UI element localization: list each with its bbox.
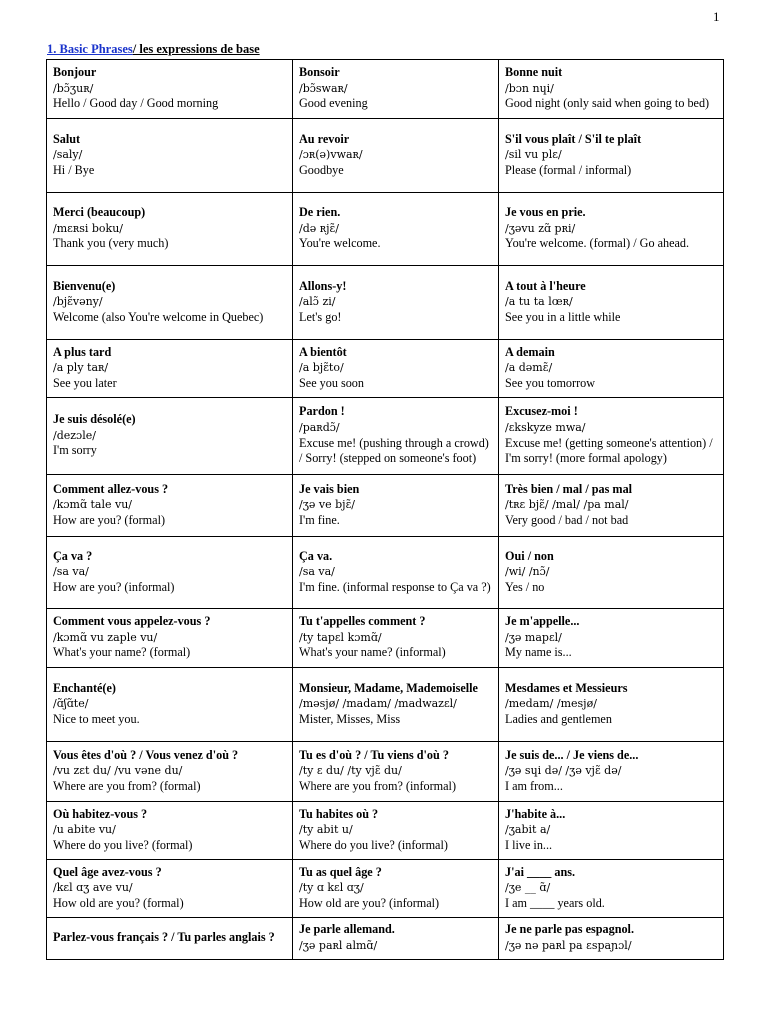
- pronunciation-text: /məsjø/ /madam/ /madwazɛl/: [299, 697, 457, 711]
- translation-text: I am ____ years old.: [505, 895, 605, 910]
- translation-text: Excuse me! (pushing through a crowd) / Sorry! (stepped on someone's foot): [299, 435, 489, 466]
- phrase-cell: [499, 668, 724, 742]
- pronunciation-text: /sa va/: [299, 565, 335, 579]
- pronunciation-text: /vu zɛt du/ /vu vəne du/: [53, 764, 183, 778]
- table-row: [47, 742, 724, 802]
- phrase-cell: [293, 742, 499, 802]
- phrase-cell: [499, 398, 724, 475]
- phrase-text: Où habitez-vous ?: [53, 806, 148, 821]
- table-row: [47, 193, 724, 266]
- phrase-cell: [47, 742, 293, 802]
- phrase-cell: [499, 537, 724, 609]
- phrase-text: Bonsoir: [299, 65, 340, 80]
- translation-text: Where are you from? (formal): [53, 778, 201, 793]
- phrase-cell: [47, 475, 293, 537]
- phrase-text: Bienvenu(e): [53, 278, 116, 293]
- pronunciation-text: /də ʀjɛ̃/: [299, 221, 339, 235]
- pronunciation-text: /kɔmɑ̃ vu zaple vu/: [53, 630, 158, 644]
- phrase-text: Parlez-vous français ? / Tu parles anglais ?: [53, 930, 275, 945]
- pronunciation-text: /kɛl ɑʒ ave vu/: [53, 881, 133, 895]
- phrase-cell: [293, 266, 499, 340]
- phrase-cell: [499, 860, 724, 918]
- phrase-text: Je ne parle pas espagnol.: [505, 922, 634, 937]
- table-row: [47, 398, 724, 475]
- phrase-text: Ça va.: [299, 548, 333, 563]
- phrase-text: Pardon !: [299, 404, 345, 419]
- phrase-text: Comment allez-vous ?: [53, 481, 169, 496]
- table-row: [47, 802, 724, 860]
- translation-text: You're welcome.: [299, 236, 381, 251]
- pronunciation-text: /sil vu plɛ/: [505, 148, 562, 162]
- table-row: [47, 60, 724, 119]
- translation-text: How old are you? (informal): [299, 895, 440, 910]
- pronunciation-text: /saly/: [53, 148, 83, 162]
- translation-text: Ladies and gentlemen: [505, 711, 612, 726]
- table-row: [47, 119, 724, 193]
- phrase-text: Enchanté(e): [53, 680, 116, 695]
- phrase-table-body: [47, 60, 724, 960]
- phrase-text: Vous êtes d'où ? / Vous venez d'où ?: [53, 747, 239, 762]
- pronunciation-text: /ʒə sɥi də/ /ʒə vjɛ̃ də/: [505, 764, 622, 778]
- phrase-cell: [47, 340, 293, 398]
- translation-text: Hello / Good day / Good morning: [53, 96, 219, 111]
- pronunciation-text: /bɔn nɥi/: [505, 81, 554, 95]
- phrase-cell: [293, 119, 499, 193]
- translation-text: Thank you (very much): [53, 236, 169, 251]
- translation-text: Let's go!: [299, 309, 342, 324]
- translation-text: I am from...: [505, 778, 563, 793]
- translation-text: How are you? (formal): [53, 512, 166, 527]
- translation-text: Please (formal / informal): [505, 162, 632, 177]
- translation-text: I'm sorry: [53, 443, 97, 458]
- phrase-text: Monsieur, Madame, Mademoiselle: [299, 680, 478, 695]
- phrase-text: Salut: [53, 131, 81, 146]
- phrase-cell: [47, 860, 293, 918]
- pronunciation-text: /dezɔle/: [53, 428, 96, 442]
- section-title: [47, 42, 260, 57]
- phrase-cell: [293, 537, 499, 609]
- pronunciation-text: /paʀdɔ̃/: [299, 420, 340, 434]
- phrase-text: Oui / non: [505, 548, 554, 563]
- phrase-text: A demain: [505, 344, 555, 359]
- translation-text: See you later: [53, 375, 117, 390]
- phrase-text: Tu es d'où ? / Tu viens d'où ?: [299, 747, 449, 762]
- pronunciation-text: /u abite vu/: [53, 823, 116, 837]
- pronunciation-text: /ɑ̃ʃɑ̃te/: [53, 697, 89, 711]
- phrase-text: De rien.: [299, 205, 341, 220]
- phrase-cell: [293, 60, 499, 119]
- translation-text: See you tomorrow: [505, 375, 596, 390]
- table-row: [47, 668, 724, 742]
- phrase-text: A bientôt: [299, 344, 347, 359]
- phrase-text: Comment vous appelez-vous ?: [53, 614, 211, 629]
- phrase-cell: [293, 609, 499, 668]
- phrase-cell: [293, 802, 499, 860]
- phrase-text: Bonjour: [53, 65, 97, 80]
- pronunciation-text: /bjɛ̃vəny/: [53, 295, 103, 309]
- section-title-subtitle: / les expressions de base: [132, 42, 260, 56]
- phrase-cell: [47, 609, 293, 668]
- pronunciation-text: /ʒə mapɛl/: [505, 630, 562, 644]
- phrase-cell: [293, 918, 499, 960]
- phrase-cell: [47, 266, 293, 340]
- phrase-cell: [499, 802, 724, 860]
- phrase-text: Ça va ?: [53, 548, 93, 563]
- phrase-text: Mesdames et Messieurs: [505, 680, 628, 695]
- phrase-text: Tu t'appelles comment ?: [299, 614, 426, 629]
- phrase-cell: [47, 802, 293, 860]
- phrase-text: Je vais bien: [299, 481, 360, 496]
- pronunciation-text: /alɔ̃ zi/: [299, 295, 336, 309]
- translation-text: Good night (only said when going to bed): [505, 96, 710, 111]
- pronunciation-text: /ty abit u/: [299, 823, 353, 837]
- phrase-cell: [47, 668, 293, 742]
- phrase-text: Je parle allemand.: [299, 922, 395, 937]
- phrase-text: Je suis de... / Je viens de...: [505, 747, 639, 762]
- pronunciation-text: /a dəmɛ̃/: [505, 361, 553, 375]
- translation-text: Where do you live? (formal): [53, 837, 193, 852]
- pronunciation-text: /ʒə paʀl almɑ̃/: [299, 939, 378, 952]
- translation-text: Very good / bad / not bad: [505, 512, 629, 527]
- translation-text: How old are you? (formal): [53, 895, 184, 910]
- translation-text: Mister, Misses, Miss: [299, 711, 401, 726]
- translation-text: Excuse me! (getting someone's attention) / I'm sorry! (more formal apology): [505, 435, 713, 466]
- phrase-cell: [293, 340, 499, 398]
- pronunciation-text: /mɛʀsi boku/: [53, 221, 124, 235]
- phrase-cell: [499, 918, 724, 960]
- phrase-text: A tout à l'heure: [505, 278, 586, 293]
- table-row: [47, 609, 724, 668]
- pronunciation-text: /sa va/: [53, 565, 89, 579]
- translation-text: Goodbye: [299, 162, 344, 177]
- phrase-text: Très bien / mal / pas mal: [505, 481, 633, 496]
- phrase-text: Excusez-moi !: [505, 404, 578, 419]
- pronunciation-text: /bɔ̃swaʀ/: [299, 81, 348, 95]
- phrase-cell: [47, 918, 293, 960]
- pronunciation-text: /tʀɛ bjɛ̃/ /mal/ /pa mal/: [505, 498, 629, 512]
- translation-text: Nice to meet you.: [53, 711, 140, 726]
- phrase-text: Quel âge avez-vous ?: [53, 864, 162, 879]
- translation-text: You're welcome. (formal) / Go ahead.: [505, 236, 690, 251]
- table-row: [47, 918, 724, 960]
- phrase-text: Tu as quel âge ?: [299, 864, 382, 879]
- phrase-text: Bonne nuit: [505, 65, 563, 80]
- phrase-text: J'habite à...: [505, 806, 566, 821]
- phrase-text: J'ai ____ ans.: [505, 864, 576, 879]
- phrase-cell: [499, 742, 724, 802]
- table-row: [47, 340, 724, 398]
- pronunciation-text: /medam/ /mesjø/: [505, 697, 597, 711]
- phrase-cell: [293, 398, 499, 475]
- phrase-cell: [47, 537, 293, 609]
- translation-text: Good evening: [299, 96, 368, 111]
- pronunciation-text: /ʒə ve bjɛ̃/: [299, 498, 355, 512]
- pronunciation-text: /ty ɑ kɛl ɑʒ/: [299, 881, 364, 895]
- table-row: [47, 537, 724, 609]
- phrase-cell: [499, 475, 724, 537]
- pronunciation-text: /ty tapɛl kɔmɑ̃/: [299, 630, 382, 644]
- phrase-cell: [47, 193, 293, 266]
- phrase-text: Allons-y!: [299, 278, 347, 293]
- phrase-cell: [499, 266, 724, 340]
- pronunciation-text: /a bjɛ̃to/: [299, 361, 344, 375]
- pronunciation-text: /ʒabit a/: [505, 823, 551, 837]
- phrase-cell: [499, 60, 724, 119]
- table-row: [47, 266, 724, 340]
- phrase-text: Au revoir: [299, 131, 350, 146]
- phrase-cell: [293, 668, 499, 742]
- translation-text: Yes / no: [505, 579, 545, 594]
- translation-text: Where do you live? (informal): [299, 837, 448, 852]
- pronunciation-text: /a tu ta lœʀ/: [505, 295, 573, 309]
- translation-text: I'm fine.: [299, 512, 340, 527]
- translation-text: What's your name? (informal): [299, 645, 446, 660]
- translation-text: Welcome (also You're welcome in Quebec): [53, 309, 264, 324]
- pronunciation-text: /ʒəvu zɑ̃ pʀi/: [505, 221, 576, 235]
- pronunciation-text: /a ply taʀ/: [53, 361, 109, 375]
- phrase-cell: [293, 475, 499, 537]
- phrase-cell: [47, 60, 293, 119]
- phrase-text: S'il vous plaît / S'il te plaît: [505, 131, 642, 146]
- page-number: 1: [713, 9, 720, 24]
- phrase-cell: [499, 119, 724, 193]
- table-row: [47, 860, 724, 918]
- translation-text: Hi / Bye: [53, 162, 95, 177]
- phrase-cell: [499, 193, 724, 266]
- phrase-text: Je vous en prie.: [505, 205, 586, 220]
- pronunciation-text: /ʒə nə paʀl pa ɛspaɲɔl/: [505, 939, 632, 952]
- phrase-cell: [499, 340, 724, 398]
- pronunciation-text: /bɔ̃ʒuʀ/: [53, 81, 94, 95]
- translation-text: I'm fine. (informal response to Ça va ?): [299, 579, 491, 594]
- phrase-text: Je suis désolé(e): [53, 412, 136, 427]
- section-title-link[interactable]: 1. Basic Phrases: [47, 42, 133, 56]
- table-row: [47, 475, 724, 537]
- phrase-table: [46, 59, 724, 960]
- translation-text: See you in a little while: [505, 309, 621, 324]
- translation-text: Where are you from? (informal): [299, 778, 457, 793]
- pronunciation-text: /kɔmɑ̃ tale vu/: [53, 498, 133, 512]
- translation-text: My name is...: [505, 645, 572, 660]
- translation-text: What's your name? (formal): [53, 645, 191, 660]
- phrase-text: Tu habites où ?: [299, 806, 379, 821]
- phrase-cell: [47, 119, 293, 193]
- translation-text: See you soon: [299, 375, 364, 390]
- phrase-cell: [293, 860, 499, 918]
- phrase-cell: [293, 193, 499, 266]
- pronunciation-text: /ɔʀ(ə)vwaʀ/: [299, 148, 363, 162]
- translation-text: I live in...: [505, 837, 553, 852]
- translation-text: How are you? (informal): [53, 579, 175, 594]
- pronunciation-text: /ɛkskyze mwa/: [505, 420, 586, 434]
- phrase-cell: [47, 398, 293, 475]
- phrase-text: Je m'appelle...: [505, 614, 580, 629]
- pronunciation-text: /ty ɛ du/ /ty vjɛ̃ du/: [299, 764, 402, 778]
- pronunciation-text: /ʒe __ ɑ̃/: [505, 881, 551, 895]
- phrase-text: Merci (beaucoup): [53, 205, 146, 220]
- phrase-text: A plus tard: [53, 344, 112, 359]
- pronunciation-text: /wi/ /nɔ̃/: [505, 565, 550, 579]
- phrase-cell: [499, 609, 724, 668]
